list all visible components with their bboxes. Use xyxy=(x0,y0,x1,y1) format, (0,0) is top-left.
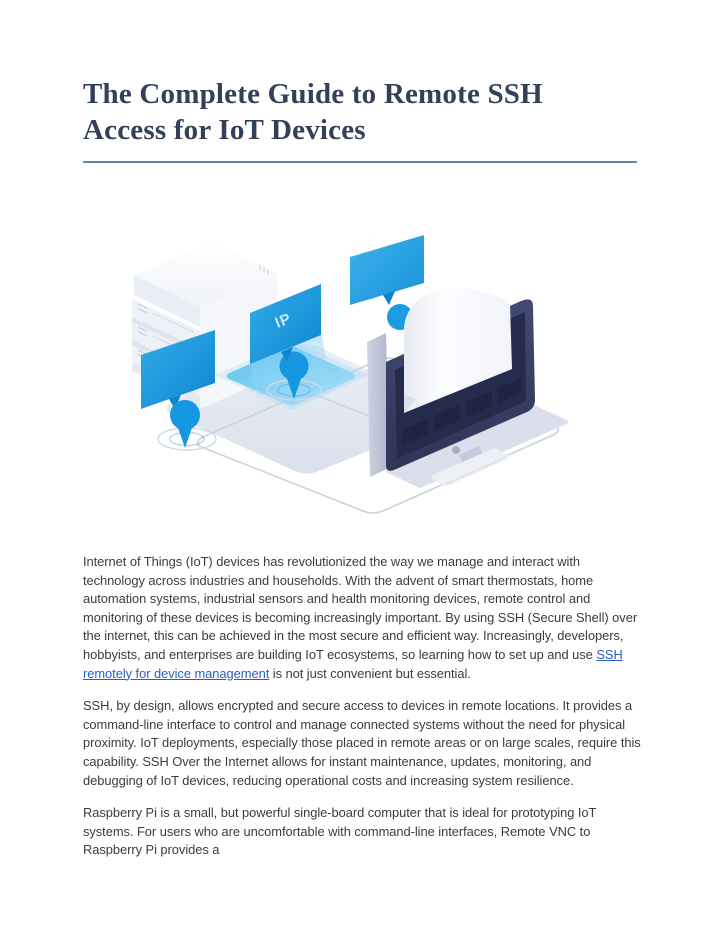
title-block xyxy=(83,76,637,163)
paragraph-ssh-design: SSH, by design, allows encrypted and secure access to devices in remote locations. It provides a command-line interface to control and manage connected systems without the need for physical proximity. IoT deployments, especially those placed in remote areas or on large scales, require this capability. SSH Over the Internet allows for instant maintenance, updates, monitoring, and debugging of IoT devices, reducing operational costs and increasing system resilience. xyxy=(83,698,641,788)
page-title: The Complete Guide to Remote SSH Access for IoT Devices xyxy=(83,78,543,146)
paragraph-intro-after-link: is not just convenient but essential. xyxy=(269,665,471,681)
paragraph-intro-before-link: Internet of Things (IoT) devices has revolutionized the way we manage and interact with technology across industries and households. With the advent of smart thermostats, home automation systems, industrial sensors and health monitoring devices, remote control and monitoring of these devices is becoming increasingly important. By using SSH (Secure Shell) over the internet, this can be achieved in the most secure and efficient way. Increasingly, developers, hobbyists, and enterprises are building IoT ecosystems, so learning how to set up and use xyxy=(83,554,638,662)
ssh-remotely-link[interactable]: SSH remotely for device management xyxy=(83,646,623,681)
device-screen-top-right-icon xyxy=(350,235,424,305)
ip-label: IP xyxy=(272,309,295,332)
article-body xyxy=(83,553,641,860)
document-content xyxy=(0,76,720,860)
paragraph-intro xyxy=(83,553,641,683)
iot-ssh-illustration xyxy=(97,203,597,538)
paragraph-raspberry-pi: Raspberry Pi is a small, but powerful single-board computer that is ideal for prototyping IoT systems. For users who are uncomfortable with command-line interfaces, Remote VNC to Raspberry Pi provides a xyxy=(83,805,597,858)
monitor-power-button xyxy=(453,447,460,454)
